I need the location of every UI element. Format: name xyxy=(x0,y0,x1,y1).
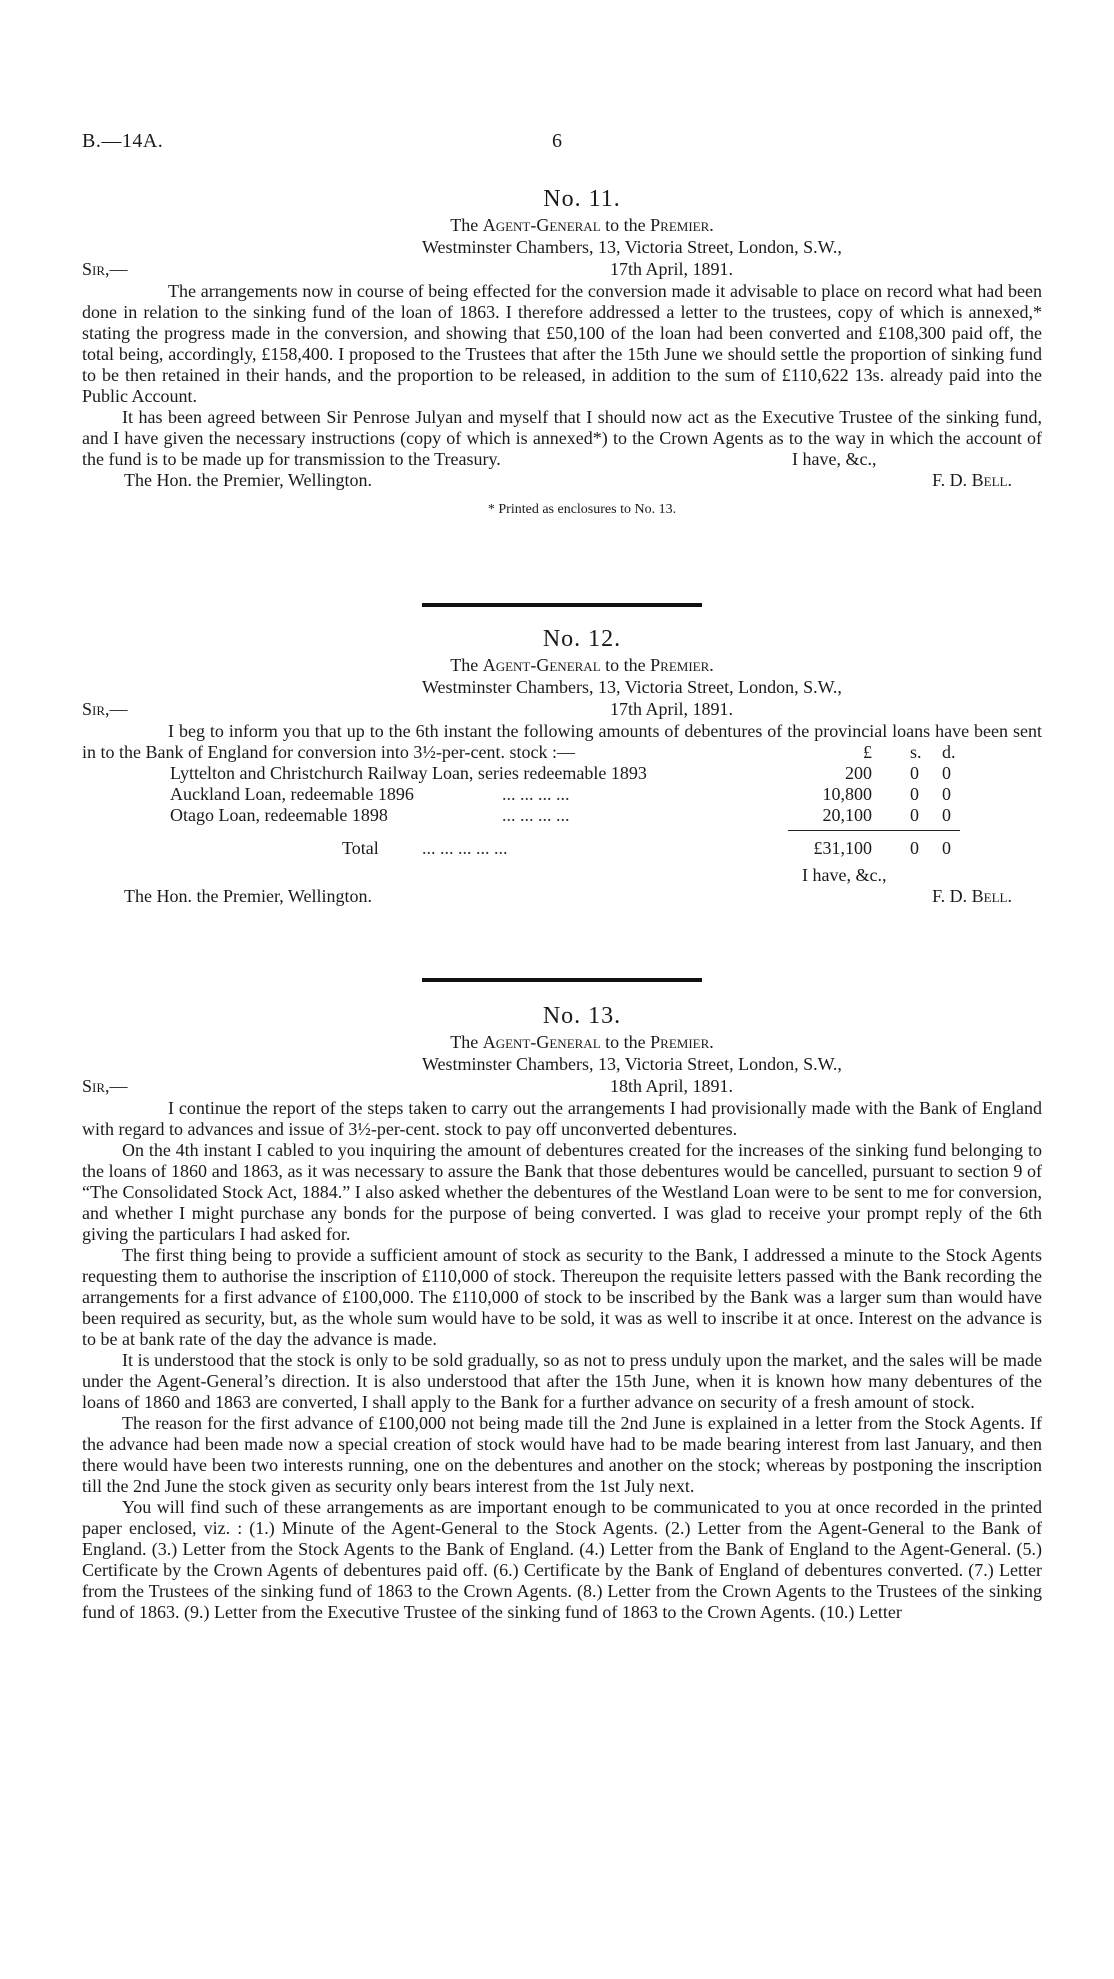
sender-address: Westminster Chambers, 13, Victoria Street, London, S.W., xyxy=(422,1054,842,1074)
table-header-row xyxy=(82,742,1042,763)
date-row xyxy=(82,259,1042,281)
signature-row xyxy=(82,470,1042,491)
table-row xyxy=(82,784,1042,805)
row-pounds: 200 xyxy=(845,763,872,783)
leader-dots: ... ... ... ... xyxy=(502,805,570,825)
salutation: Sir,— xyxy=(82,1076,128,1096)
row-pounds: 20,100 xyxy=(822,805,872,825)
total-pence: 0 xyxy=(942,838,951,858)
running-head xyxy=(82,131,1042,155)
letter-date: 17th April, 1891. xyxy=(610,259,734,279)
letter-from-line: The Agent-General to the Premier. xyxy=(450,655,714,675)
body-paragraph: The arrangements now in course of being effected for the conversion made it advisable to place on record what had been done in relation to the sinking fund of the loan of 1863. I therefore addressed a letter to the trustees, copy of which is annexed,* stating the progress made in the conversion, and showing that £50,100 of the loan had been converted and £108,300 paid off, the total being, accordingly, £158,400. I proposed to the Trustees that after the 15th June we should settle the proportion of sinking fund to be then retained in their hands, and the proportion to be released, in addition to the sum of £110,622 13s. already paid into the Public Account. xyxy=(82,281,1042,406)
section-divider xyxy=(422,978,702,982)
address-row xyxy=(82,677,1042,699)
table-row xyxy=(82,763,1042,784)
row-pounds: 10,800 xyxy=(822,784,872,804)
row-pence: 0 xyxy=(942,763,951,783)
body-paragraph: You will find such of these arrangements as are important enough to be communicated to you at once recorded in the printed paper enclosed, viz. : (1.) Minute of the Agent-General to the Stock Agents. (2.) Letter from the Agent-General to the Bank of England. (3.) Letter from the Stock Agents to the Bank of England. (4.) Letter from the Bank of England to the Agent-General. (5.) Certificate by the Crown Agents of debentures paid off. (6.) Certificate by the Bank of England of debentures converted. (7.) Letter from the Trustees of the sinking fund of 1863 to the Crown Agents. (8.) Letter from the Crown Agents to the Trustees of the sinking fund of 1863. (9.) Letter from the Executive Trustee of the sinking fund of 1863 to the Crown Agents. (10.) Letter xyxy=(82,1497,1042,1622)
section-divider xyxy=(422,603,702,607)
letter-no-11 xyxy=(82,185,1042,520)
total-pounds: £31,100 xyxy=(813,838,872,858)
row-shillings: 0 xyxy=(910,805,919,825)
body-paragraph: I beg to inform you that up to the 6th instant the following amounts of debentures of the provincial loans have been sent in to the Bank of England for conversion into 3½-per-cent. stock :— xyxy=(82,721,1042,762)
body-paragraph: The reason for the first advance of £100,000 not being made till the 2nd June is explained in a letter from the Stock Agents. If the advance had been made now a special creation of stock would have had to be made bearing interest from last January, and then there would have been two interests running, one on the debentures and another on the stock; whereas by postponing the inscription till the 2nd June the stock given as security only bears interest from the 1st July next. xyxy=(82,1413,1042,1496)
footnote: * Printed as enclosures to No. 13. xyxy=(487,502,677,517)
body-paragraph: The first thing being to provide a sufficient amount of stock as security to the Bank, I addressed a minute to the Stock Agents requesting them to authorise the inscription of £110,000 of stock. Thereupon the requisite letters passed with the Bank recording the arrangements for a first advance of £100,000. The £110,000 of stock to be inscribed by the Bank was a larger sum than would have been required as security, but, as the whole sum would have to be sold, it was as well to inscribe it at once. Interest on the advance is to be at bank rate of the day the advance is made. xyxy=(82,1245,1042,1349)
paper-series-number: B.—14A. xyxy=(82,130,164,152)
closing-formula: I have, &c., xyxy=(802,865,887,885)
row-description: Otago Loan, redeemable 1898 xyxy=(170,805,388,825)
closing-row xyxy=(82,865,1042,886)
letter-from-line: The Agent-General to the Premier. xyxy=(450,215,714,235)
row-description: Auckland Loan, redeemable 1896 xyxy=(170,784,414,804)
column-header-shillings: s. xyxy=(910,742,922,762)
row-shillings: 0 xyxy=(910,763,919,783)
letter-date: 18th April, 1891. xyxy=(610,1076,734,1096)
date-row xyxy=(82,699,1042,721)
letter-number: No. 11. xyxy=(543,186,621,212)
leader-dots: ... ... ... ... xyxy=(502,784,570,804)
body-paragraph: It has been agreed between Sir Penrose Julyan and myself that I should now act as the Executive Trustee of the sinking fund, and I have given the necessary instructions (copy of which is annexed*) to the Crown Agents as to the way in which the account of the fund is to be made up for transmission to the Treasury. xyxy=(82,407,1042,469)
body-paragraph: On the 4th instant I cabled to you inquiring the amount of debentures created for the increases of the sinking fund belonging to the loans of 1860 and 1863, as it was necessary to assure the Bank that those debentures would be cancelled, pursuant to section 9 of “The Consolidated Stock Act, 1884.” I also asked whether the debentures of the Westland Loan were to be sent to me for conversion, and whether I might purchase any bonds for the purpose of being converted. I was glad to receive your prompt reply of the 6th giving the particulars I had asked for. xyxy=(82,1140,1042,1244)
page-number: 6 xyxy=(552,130,562,152)
body-paragraph: It is understood that the stock is only to be sold gradually, so as not to press unduly upon the market, and the sales will be made under the Agent-General’s direction. It is also understood that after the 15th June, when it is known how many debentures of the loans of 1860 and 1863 are converted, I shall apply to the Bank for a further advance on security of a fresh amount of stock. xyxy=(82,1350,1042,1412)
total-shillings: 0 xyxy=(910,838,919,858)
table-row xyxy=(82,805,1042,826)
letter-date: 17th April, 1891. xyxy=(610,699,734,719)
recipient: The Hon. the Premier, Wellington. xyxy=(124,886,372,906)
letter-number: No. 13. xyxy=(542,1003,622,1029)
leader-dots: ... ... ... ... ... xyxy=(422,838,508,858)
column-header-pence: d. xyxy=(942,742,956,762)
signature: F. D. Bell. xyxy=(932,886,1012,906)
address-row xyxy=(82,237,1042,259)
row-pence: 0 xyxy=(942,805,951,825)
closing-formula: I have, &c., xyxy=(792,449,877,469)
letter-no-13 xyxy=(82,1002,1042,1623)
recipient: The Hon. the Premier, Wellington. xyxy=(124,470,372,490)
row-description: Lyttelton and Christchurch Railway Loan, series redeemable 1893 xyxy=(170,763,647,783)
body-paragraph: I continue the report of the steps taken to carry out the arrangements I had provisionally made with the Bank of England with regard to advances and issue of 3½-per-cent. stock to pay off unconverted debentures. xyxy=(82,1098,1042,1139)
salutation: Sir,— xyxy=(82,259,128,279)
address-row xyxy=(82,1054,1042,1076)
letter-from-line: The Agent-General to the Premier. xyxy=(450,1032,714,1052)
column-header-pounds: £ xyxy=(863,742,872,762)
total-label: Total xyxy=(342,838,379,858)
closing-row xyxy=(82,449,1042,470)
sender-address: Westminster Chambers, 13, Victoria Street, London, S.W., xyxy=(422,237,842,257)
date-row xyxy=(82,1076,1042,1098)
signature-row xyxy=(82,886,1042,907)
debentures-table xyxy=(82,742,1042,859)
letter-no-12 xyxy=(82,625,1042,907)
table-total-row xyxy=(82,838,1042,859)
row-pence: 0 xyxy=(942,784,951,804)
letter-number: No. 12. xyxy=(542,626,622,652)
row-shillings: 0 xyxy=(910,784,919,804)
sender-address: Westminster Chambers, 13, Victoria Street, London, S.W., xyxy=(422,677,842,697)
signature: F. D. Bell. xyxy=(932,470,1012,490)
sum-rule xyxy=(788,830,960,831)
salutation: Sir,— xyxy=(82,699,128,719)
